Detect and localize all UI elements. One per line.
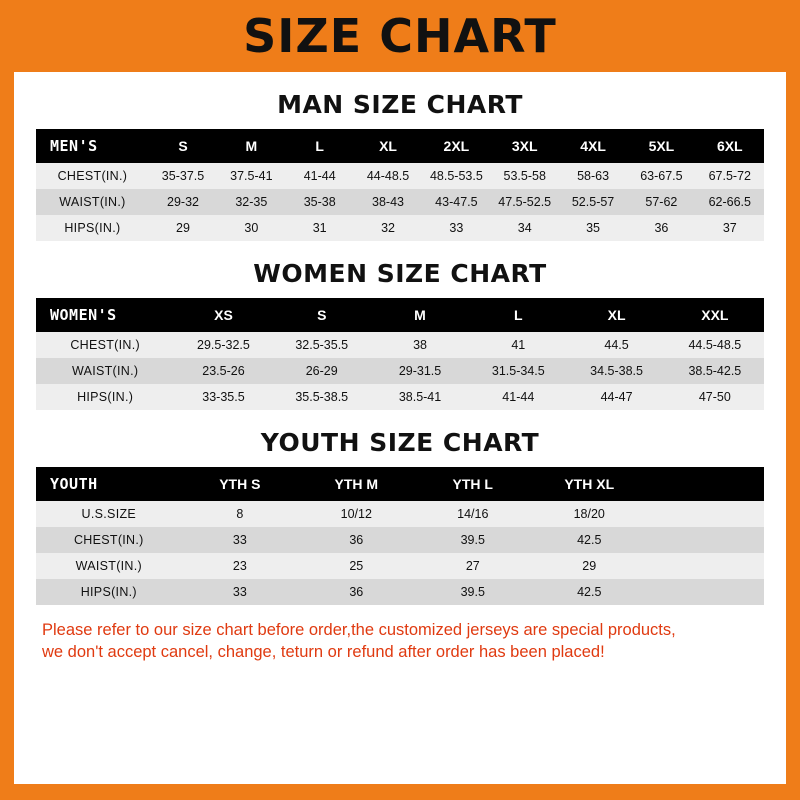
women-hips-1: 35.5-38.5 xyxy=(273,384,371,410)
youth-hips-0: 33 xyxy=(182,579,298,605)
women-chest-1: 32.5-35.5 xyxy=(273,332,371,358)
men-hips-5: 34 xyxy=(491,215,559,241)
men-hips-2: 31 xyxy=(286,215,354,241)
women-table-body xyxy=(36,332,764,410)
women-hips-2: 38.5-41 xyxy=(371,384,469,410)
women-corner-label: WOMEN'S xyxy=(36,298,174,332)
men-chest-1: 37.5-41 xyxy=(217,163,285,189)
table-row xyxy=(36,332,764,358)
women-col-4: XL xyxy=(567,298,665,332)
women-hips-0: 33-35.5 xyxy=(174,384,272,410)
youth-col-4 xyxy=(647,467,764,501)
bottom-accent-bar xyxy=(0,784,800,800)
youth-chest-4 xyxy=(647,527,764,553)
table-row xyxy=(36,501,764,527)
table-row xyxy=(36,358,764,384)
men-table-body xyxy=(36,163,764,241)
men-col-2: L xyxy=(286,129,354,163)
men-waist-3: 38-43 xyxy=(354,189,422,215)
women-col-3: L xyxy=(469,298,567,332)
women-hips-3: 41-44 xyxy=(469,384,567,410)
men-waist-4: 43-47.5 xyxy=(422,189,490,215)
men-chest-2: 41-44 xyxy=(286,163,354,189)
women-col-0: XS xyxy=(174,298,272,332)
youth-ussize-1: 10/12 xyxy=(298,501,414,527)
men-chest-0: 35-37.5 xyxy=(149,163,217,189)
men-waist-6: 52.5-57 xyxy=(559,189,627,215)
table-header-row xyxy=(36,467,764,501)
youth-ussize-0: 8 xyxy=(182,501,298,527)
section-title-women: WOMEN SIZE CHART xyxy=(253,259,547,288)
women-col-2: M xyxy=(371,298,469,332)
women-waist-4: 34.5-38.5 xyxy=(567,358,665,384)
youth-ussize-2: 14/16 xyxy=(415,501,531,527)
men-chest-7: 63-67.5 xyxy=(627,163,695,189)
women-waist-0: 23.5-26 xyxy=(174,358,272,384)
youth-chest-2: 39.5 xyxy=(415,527,531,553)
men-corner-label: MEN'S xyxy=(36,129,149,163)
footer-note-line-2: we don't accept cancel, change, teturn or refund after order has been placed! xyxy=(42,643,605,662)
men-hips-8: 37 xyxy=(696,215,764,241)
men-col-0: S xyxy=(149,129,217,163)
men-col-5: 3XL xyxy=(491,129,559,163)
women-col-1: S xyxy=(273,298,371,332)
youth-ussize-4 xyxy=(647,501,764,527)
youth-row-label-ussize: U.S.SIZE xyxy=(36,501,182,527)
men-col-6: 4XL xyxy=(559,129,627,163)
women-hips-5: 47-50 xyxy=(666,384,764,410)
men-waist-5: 47.5-52.5 xyxy=(491,189,559,215)
men-hips-7: 36 xyxy=(627,215,695,241)
youth-chest-0: 33 xyxy=(182,527,298,553)
youth-table-body xyxy=(36,501,764,605)
men-col-1: M xyxy=(217,129,285,163)
section-title-youth: YOUTH SIZE CHART xyxy=(260,428,540,457)
women-row-label-waist: WAIST(IN.) xyxy=(36,358,174,384)
footer-note-line-1: Please refer to our size chart before order,the customized jerseys are special products, xyxy=(42,621,676,639)
youth-waist-1: 25 xyxy=(298,553,414,579)
table-row xyxy=(36,579,764,605)
men-waist-2: 35-38 xyxy=(286,189,354,215)
footer-note xyxy=(36,619,764,664)
youth-chest-3: 42.5 xyxy=(531,527,647,553)
youth-hips-4 xyxy=(647,579,764,605)
women-hips-4: 44-47 xyxy=(567,384,665,410)
youth-col-0: YTH S xyxy=(182,467,298,501)
youth-col-2: YTH L xyxy=(415,467,531,501)
women-row-label-chest: CHEST(IN.) xyxy=(36,332,174,358)
youth-corner-label: YOUTH xyxy=(36,467,182,501)
men-hips-0: 29 xyxy=(149,215,217,241)
men-waist-8: 62-66.5 xyxy=(696,189,764,215)
men-hips-6: 35 xyxy=(559,215,627,241)
men-hips-3: 32 xyxy=(354,215,422,241)
women-chest-2: 38 xyxy=(371,332,469,358)
women-chest-5: 44.5-48.5 xyxy=(666,332,764,358)
table-row xyxy=(36,553,764,579)
youth-row-label-chest: CHEST(IN.) xyxy=(36,527,182,553)
men-chest-5: 53.5-58 xyxy=(491,163,559,189)
men-size-table xyxy=(36,129,764,241)
youth-chest-1: 36 xyxy=(298,527,414,553)
table-row xyxy=(36,163,764,189)
men-col-4: 2XL xyxy=(422,129,490,163)
chart-content xyxy=(14,90,786,664)
women-waist-2: 29-31.5 xyxy=(371,358,469,384)
women-chest-3: 41 xyxy=(469,332,567,358)
youth-col-1: YTH M xyxy=(298,467,414,501)
men-chest-4: 48.5-53.5 xyxy=(422,163,490,189)
women-size-table xyxy=(36,298,764,410)
women-waist-5: 38.5-42.5 xyxy=(666,358,764,384)
youth-waist-2: 27 xyxy=(415,553,531,579)
women-chest-0: 29.5-32.5 xyxy=(174,332,272,358)
youth-hips-2: 39.5 xyxy=(415,579,531,605)
women-waist-1: 26-29 xyxy=(273,358,371,384)
men-hips-4: 33 xyxy=(422,215,490,241)
youth-ussize-3: 18/20 xyxy=(531,501,647,527)
youth-row-label-hips: HIPS(IN.) xyxy=(36,579,182,605)
men-chest-3: 44-48.5 xyxy=(354,163,422,189)
men-hips-1: 30 xyxy=(217,215,285,241)
table-header-row xyxy=(36,129,764,163)
page-title: SIZE CHART xyxy=(243,9,557,63)
table-row xyxy=(36,384,764,410)
men-row-label-hips: HIPS(IN.) xyxy=(36,215,149,241)
men-waist-1: 32-35 xyxy=(217,189,285,215)
table-header-row xyxy=(36,298,764,332)
men-col-3: XL xyxy=(354,129,422,163)
youth-hips-1: 36 xyxy=(298,579,414,605)
men-row-label-waist: WAIST(IN.) xyxy=(36,189,149,215)
youth-hips-3: 42.5 xyxy=(531,579,647,605)
men-col-8: 6XL xyxy=(696,129,764,163)
men-chest-8: 67.5-72 xyxy=(696,163,764,189)
women-table-head xyxy=(36,298,764,332)
men-waist-0: 29-32 xyxy=(149,189,217,215)
youth-waist-3: 29 xyxy=(531,553,647,579)
table-row xyxy=(36,215,764,241)
women-row-label-hips: HIPS(IN.) xyxy=(36,384,174,410)
youth-row-label-waist: WAIST(IN.) xyxy=(36,553,182,579)
youth-waist-4 xyxy=(647,553,764,579)
youth-waist-0: 23 xyxy=(182,553,298,579)
men-waist-7: 57-62 xyxy=(627,189,695,215)
men-table-head xyxy=(36,129,764,163)
women-col-5: XXL xyxy=(666,298,764,332)
men-col-7: 5XL xyxy=(627,129,695,163)
men-row-label-chest: CHEST(IN.) xyxy=(36,163,149,189)
youth-size-table xyxy=(36,467,764,605)
youth-col-3: YTH XL xyxy=(531,467,647,501)
youth-table-head xyxy=(36,467,764,501)
men-chest-6: 58-63 xyxy=(559,163,627,189)
women-chest-4: 44.5 xyxy=(567,332,665,358)
table-row xyxy=(36,527,764,553)
section-title-men: MAN SIZE CHART xyxy=(277,90,523,119)
header-banner xyxy=(14,0,786,72)
women-waist-3: 31.5-34.5 xyxy=(469,358,567,384)
table-row xyxy=(36,189,764,215)
